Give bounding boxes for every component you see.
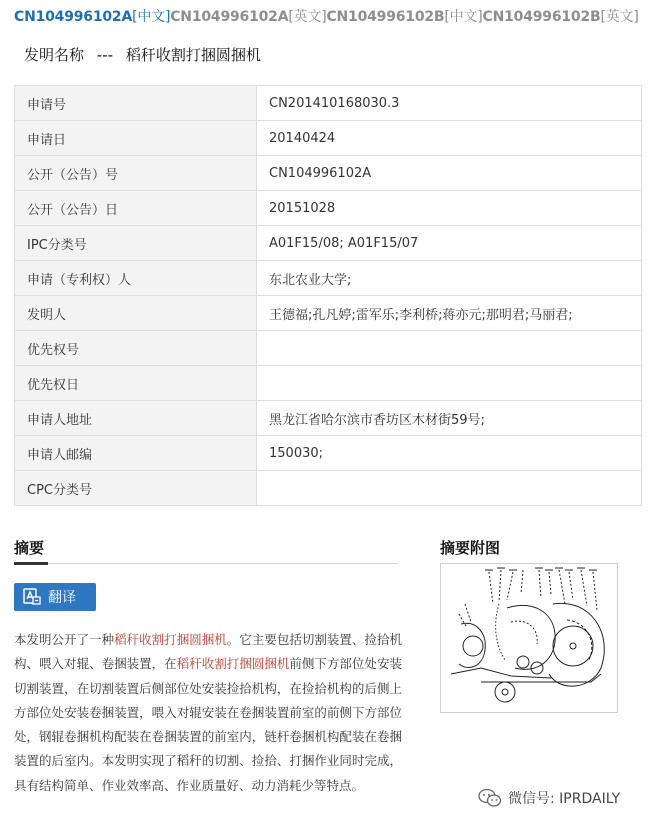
field-value: A01F15/08; A01F15/07 [257, 226, 642, 261]
invention-title [24, 44, 261, 65]
abstract-divider [14, 563, 398, 564]
doc-tab-a-zh[interactable]: CN104996102A[中文] [14, 9, 171, 25]
bibliographic-table [14, 85, 642, 506]
watermark-text: 微信号: IPRDAILY [508, 791, 621, 807]
document-version-tabs [14, 6, 639, 26]
field-value [257, 331, 642, 366]
field-label: 申请（专利权）人 [15, 261, 257, 296]
table-row [15, 261, 642, 296]
abstract-text-part: 。它主要包括切割装置、捡拾机构、喂入对辊、卷捆装置，在 [14, 632, 402, 672]
field-value: 黑龙江省哈尔滨市香坊区木材街59号; [257, 401, 642, 436]
field-label: 发明人 [15, 296, 257, 331]
doc-tab-a-en[interactable]: CN104996102A[英文] [170, 9, 327, 25]
table-row [15, 436, 642, 471]
field-value: 东北农业大学; [257, 261, 642, 296]
doc-tab-b-en[interactable]: CN104996102B[英文] [482, 9, 639, 25]
title-label: 发明名称 [24, 46, 85, 64]
field-label: CPC分类号 [15, 471, 257, 506]
table-row [15, 401, 642, 436]
field-label: 申请号 [15, 86, 257, 121]
table-row [15, 366, 642, 401]
table-row [15, 226, 642, 261]
table-row [15, 331, 642, 366]
translate-button[interactable] [14, 583, 96, 611]
field-value: 20151028 [257, 191, 642, 226]
field-value: CN104996102A [257, 156, 642, 191]
table-row [15, 296, 642, 331]
field-value [257, 366, 642, 401]
wechat-watermark [478, 788, 620, 808]
field-value: 150030; [257, 436, 642, 471]
baler-drawing-image [441, 564, 618, 713]
field-label: 优先权号 [15, 331, 257, 366]
doc-tab-b-zh[interactable]: CN104996102B[中文] [326, 9, 483, 25]
abstract-figure[interactable] [440, 563, 618, 713]
field-value: CN201410168030.3 [257, 86, 642, 121]
translate-label: 翻译 [48, 590, 76, 606]
title-separator: --- [96, 46, 114, 64]
table-row [15, 191, 642, 226]
field-value: 20140424 [257, 121, 642, 156]
title-value: 稻秆收割打捆圆捆机 [125, 46, 261, 64]
field-label: IPC分类号 [15, 226, 257, 261]
abstract-text-part: 本发明公开了一种 [14, 632, 115, 647]
table-row [15, 86, 642, 121]
abstract-text-part: 前侧下方部位处安装切割装置，在切割装置后侧部位处安装捡拾机构，在捡拾机构的后侧上方部位处安装卷捆装置，喂入对辊安装在卷捆装置前室的前侧下方部位处，钢辊卷捆机构配装在卷捆装置的前室内，链杆卷捆机构配装在卷捆装置的后室内。本发明实现了稻秆的切割、捡拾、打捆作业同时完成，具有结构简单、作业效率高、作业质量好、动力消耗少等特点。 [14, 656, 402, 793]
figure-heading: 摘要附图 [440, 539, 501, 557]
field-label: 优先权日 [15, 366, 257, 401]
keyword-highlight: 稻秆收割打捆圆捆机 [176, 656, 290, 672]
table-row [15, 121, 642, 156]
field-label: 申请日 [15, 121, 257, 156]
field-label: 公开（公告）号 [15, 156, 257, 191]
field-value [257, 471, 642, 506]
field-label: 申请人邮编 [15, 436, 257, 471]
field-label: 公开（公告）日 [15, 191, 257, 226]
field-label: 申请人地址 [15, 401, 257, 436]
abstract-text [14, 628, 402, 798]
keyword-highlight: 稻秆收割打捆圆捆机 [114, 632, 227, 647]
abstract-heading: 摘要 [14, 539, 45, 557]
table-row [15, 471, 642, 506]
translate-icon [22, 587, 42, 607]
table-row [15, 156, 642, 191]
field-value: 王德福;孔凡婷;雷军乐;李利桥;蒋亦元;那明君;马丽君; [257, 296, 642, 331]
wechat-icon [478, 788, 502, 808]
